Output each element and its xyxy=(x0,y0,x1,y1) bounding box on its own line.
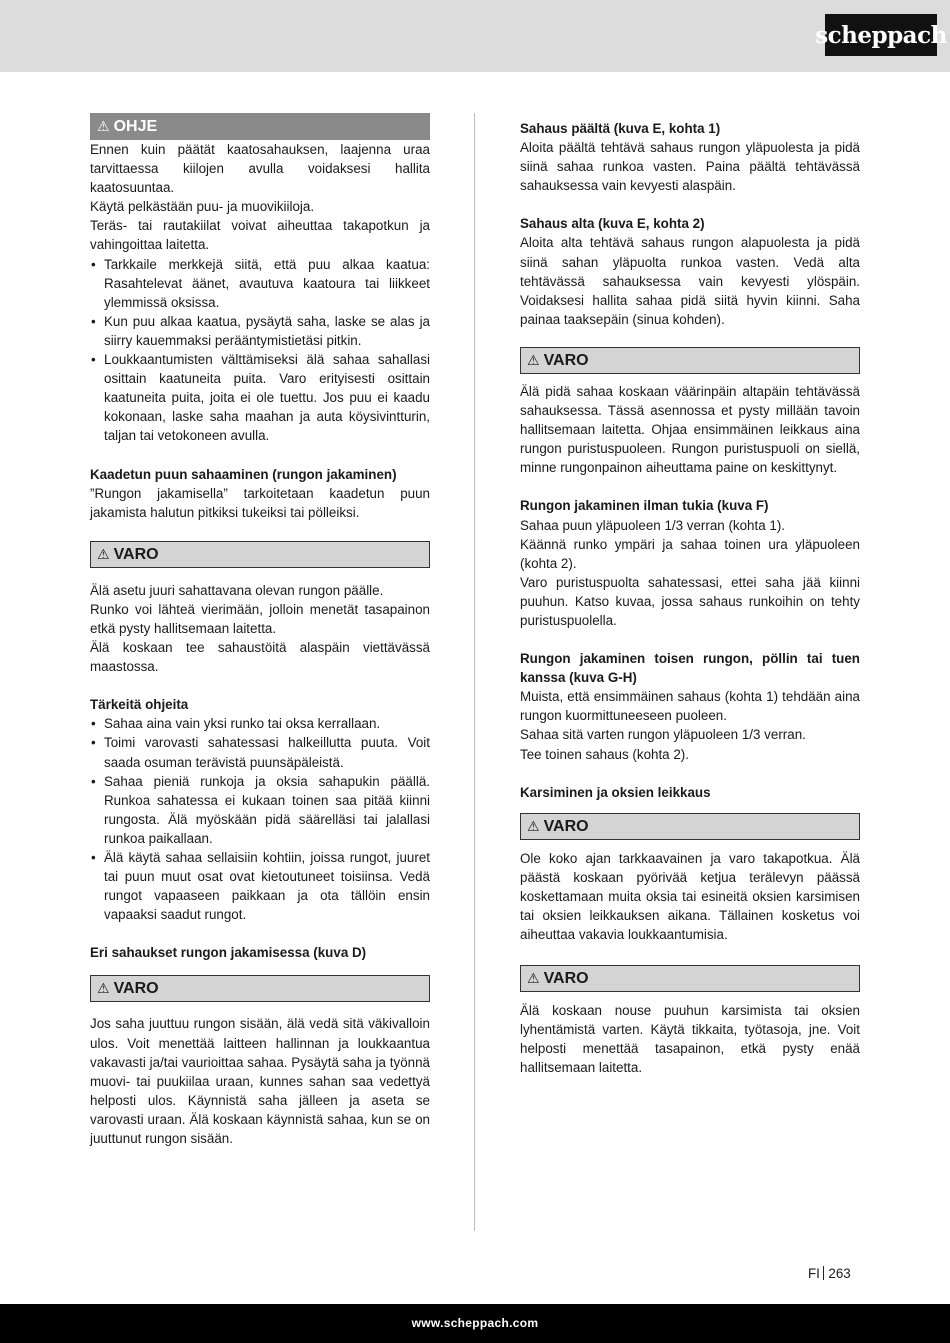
section-heading: Rungon jakaminen ilman tukia (kuva F) xyxy=(520,498,769,514)
body-text: Älä koskaan nouse puuhun karsimista tai oksien lyhentämistä varten. Käytä tikkaita, työtasoja, jne. Voit helposti menettää tasapainon, etkä pysty enää hallitsemaan laitetta. xyxy=(520,1003,860,1076)
ohje-paragraph: Teräs- tai rautakiilat voivat aiheuttaa takapotkun ja vahingoittaa laitetta. xyxy=(90,218,430,253)
warning-triangle-icon: ⚠ xyxy=(97,980,110,997)
body-text: Älä koskaan tee sahaustöitä alaspäin viettävässä maastossa. xyxy=(90,640,430,675)
warning-triangle-icon: ⚠ xyxy=(527,351,540,368)
varo-box xyxy=(520,347,860,374)
tarkeita-bullet-list xyxy=(90,714,430,924)
ohje-bullet-list xyxy=(90,255,430,446)
body-text: Älä pidä sahaa koskaan väärinpäin altapäin tehtävässä sahauksessa. Tässä asennossa et pysty millään tavoin hallitsemaan laitetta. Ohjaa ensimmäinen leikkaus aina rungon puristuspuoleen. Rungon puristuspuoli on siellä, minne rungonpainon aiheuttama paine on keskittynyt. xyxy=(520,383,860,476)
section-heading: Karsiminen ja oksien leikkaus xyxy=(520,784,711,800)
page-number xyxy=(808,1264,851,1283)
logo-text: scheppach xyxy=(815,21,947,49)
section-heading: Kaadetun puun sahaaminen (rungon jakaminen) xyxy=(90,466,397,482)
list-item: • Tarkkaile merkkejä siitä, että puu alkaa kaatua: Rasahtelevat äänet, avautuva kaatoura tai liikkeet ylemmissä oksissa. xyxy=(90,255,430,312)
varo-title: VARO xyxy=(113,545,159,563)
section-heading: Sahaus alta (kuva E, kohta 2) xyxy=(520,216,705,232)
warning-triangle-icon: ⚠ xyxy=(527,817,540,834)
varo-box xyxy=(90,541,430,568)
footer-url[interactable]: www.scheppach.com xyxy=(411,1316,539,1330)
section-heading: Sahaus päältä (kuva E, kohta 1) xyxy=(520,121,721,136)
varo-title: VARO xyxy=(543,351,589,369)
list-item: • Sahaa pieniä runkoja ja oksia sahapukin päällä. Runkoa sahatessa ei kukaan toinen saa pitää kiinni rungosta. Älä myöskään pidä säärelläsi tai jalallasi runkoa paikallaan. xyxy=(90,772,430,848)
column-divider xyxy=(474,113,475,1231)
warning-triangle-icon: ⚠ xyxy=(97,545,110,562)
footer-bar xyxy=(0,1304,950,1343)
body-text: Tee toinen sahaus (kohta 2). xyxy=(520,746,689,762)
list-item: • Toimi varovasti sahatessasi halkeillutta puuta. Voit saada osuman terävistä puunsäpäleistä. xyxy=(90,733,430,771)
varo-title: VARO xyxy=(543,817,589,835)
ohje-paragraph: Ennen kuin päätät kaatosahauksen, laajenna uraa tarvittaessa kiilojen avulla voidaksesi hallita kaatosuuntaa. xyxy=(90,142,430,196)
left-column xyxy=(90,113,430,1148)
body-text: Älä asetu juuri sahattavana olevan rungon päälle. xyxy=(90,582,384,598)
body-text: Varo puristuspuolta sahatessasi, ettei saha jää kiinni puuhun. Katso kuvaa, jossa sahaus runkoihin on tehty puristuspuolella. xyxy=(520,574,860,628)
warning-triangle-icon: ⚠ xyxy=(97,118,110,134)
varo-title: VARO xyxy=(543,970,589,988)
page-language: FI xyxy=(808,1266,820,1281)
varo-box xyxy=(520,965,860,992)
list-item: • Kun puu alkaa kaatua, pysäytä saha, laske se alas ja siirry kauemmaksi perääntymistietäsi pitkin. xyxy=(90,312,430,350)
right-column xyxy=(520,119,860,1078)
header-band xyxy=(0,0,950,72)
body-text: Muista, että ensimmäinen sahaus (kohta 1) tehdään aina rungon kuormittuneeseen puoleen. xyxy=(520,689,860,724)
body-text: Aloita alta tehtävä sahaus rungon alapuolesta ja pidä siinä sahan yläpuolta runkoa vasten. Vedä alta tehtävässä sahauksessa vain kevyesti ylöspäin. Voidaksesi hallita sahaa pidä siitä hyvin kiinni. Saha painaa taaksepäin (sinua kohden). xyxy=(520,235,860,327)
body-text: Sahaa puun yläpuoleen 1/3 verran (kohta 1). xyxy=(520,517,786,533)
varo-title: VARO xyxy=(113,980,159,998)
page-number-value: 263 xyxy=(828,1266,851,1281)
body-text: Aloita päältä tehtävä sahaus rungon yläpuolesta ja pidä siinä sahaa runkoa vasten. Paina päältä tehtävässä sahauksessa vain kevyesti alaspäin. xyxy=(520,140,860,194)
ohje-box xyxy=(90,113,430,140)
scheppach-logo xyxy=(815,14,947,56)
ohje-paragraph: Käytä pelkästään puu- ja muovikiiloja. xyxy=(90,199,315,215)
page-number-separator xyxy=(823,1266,825,1280)
body-text: Sahaa sitä varten rungon yläpuoleen 1/3 verran. xyxy=(520,727,806,743)
list-item: • Älä käytä sahaa sellaisiin kohtiin, joissa rungot, juuret tai puun muut osat ovat kietoutuneet toisiinsa. Vedä rungot vapaaseen paikkaan ja ota tällöin ensin vapaaksi saadut rungot. xyxy=(90,848,430,924)
body-text: Runko voi lähteä vierimään, jolloin menetät tasapainon etkä pysty hallitsemaan laitetta. xyxy=(90,601,430,636)
section-heading: Rungon jakaminen toisen rungon, pöllin tai tuen kanssa (kuva G-H) xyxy=(520,651,860,686)
body-text: ”Rungon jakamisella” tarkoitetaan kaadetun puun jakamista halutun pitkiksi tukeiksi tai pölleiksi. xyxy=(90,485,430,520)
section-heading: Tärkeitä ohjeita xyxy=(90,697,189,713)
varo-box xyxy=(520,813,860,840)
body-text: Ole koko ajan tarkkaavainen ja varo takapotkua. Älä päästä koskaan pyörivää ketjua terälevyn päässä koskettamaan muita oksia tai esineitä oksien karsimisen tai oksien leikkauksen aikana. Tällainen kosketus voi aiheuttaa vakavia loukkaantumisia. xyxy=(520,850,860,943)
warning-triangle-icon: ⚠ xyxy=(527,970,540,987)
section-heading: Eri sahaukset rungon jakamisessa (kuva D) xyxy=(90,945,367,961)
body-text: Käännä runko ympäri ja sahaa toinen ura yläpuoleen (kohta 2). xyxy=(520,536,860,571)
list-item: • Sahaa aina vain yksi runko tai oksa kerrallaan. xyxy=(90,714,430,733)
varo-box xyxy=(90,975,430,1002)
ohje-title: OHJE xyxy=(113,118,158,135)
list-item: • Loukkaantumisten välttämiseksi älä sahaa sahallasi osittain kaatuneita puita. Varo erityisesti osittain kaatuneita puita, joita ei ole tuettu. Jos puu ei kaadu kokonaan, laske saha maahan ja auta köysivintturin, taljan tai vetokoneen avulla. xyxy=(90,350,430,445)
body-text: Jos saha juuttuu rungon sisään, älä vedä sitä väkivalloin ulos. Voit menettää laitteen hallinnan ja loukkaantua vakavasti ja/tai vaurioittaa sahaa. Pysäytä saha ja työnnä muovi- tai puukiilaa uraan, kunnes sahan saa vedettyä helposti ulos. Käynnistä saha jälleen ja aseta se varovasti uraan. Älä koskaan käynnistä sahaa, kun se on juuttunut rungon sisään. xyxy=(90,1016,430,1147)
